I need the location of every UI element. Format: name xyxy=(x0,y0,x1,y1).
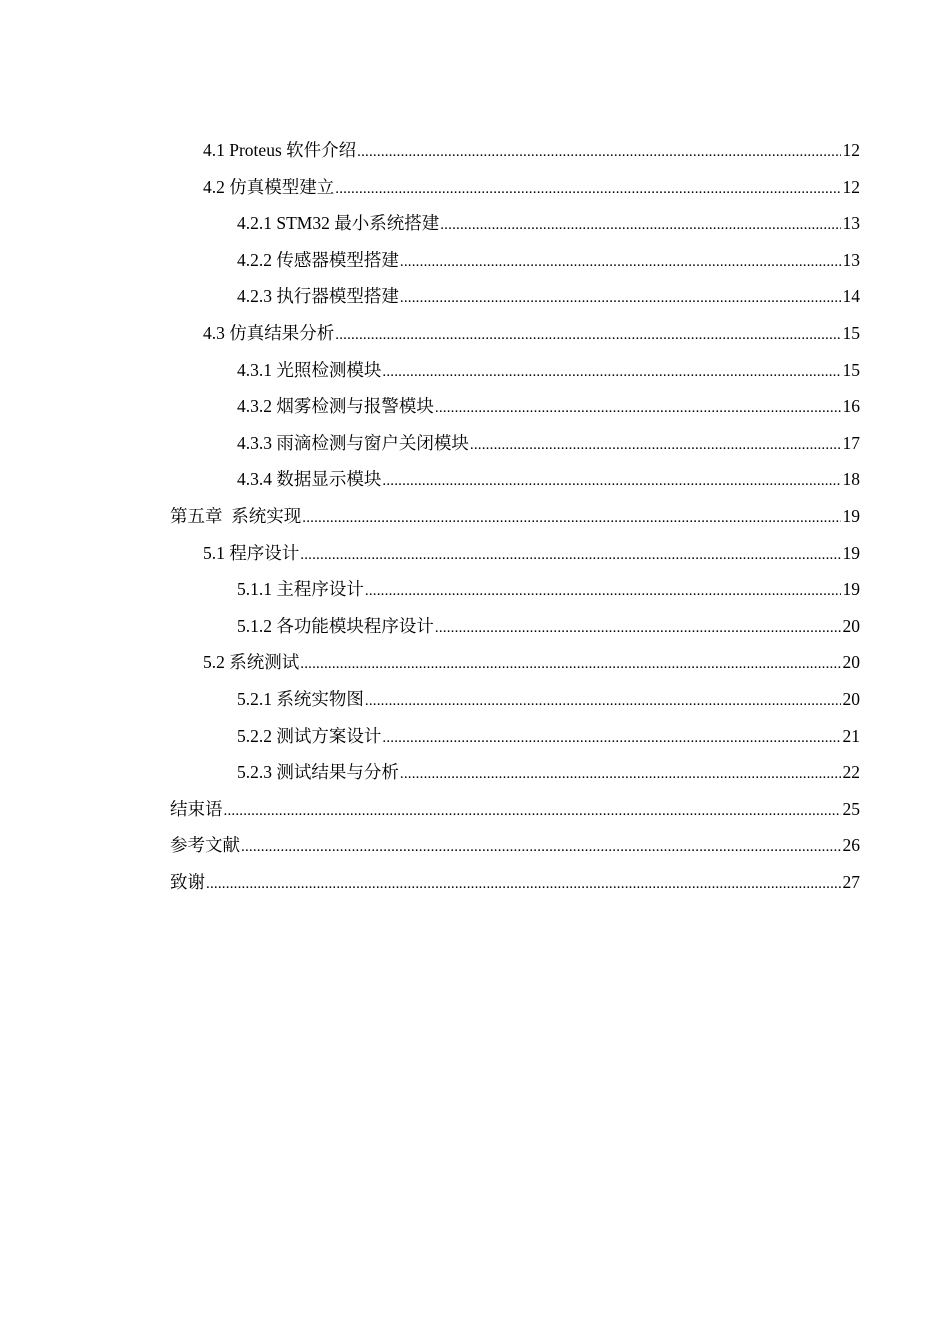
toc-entry[interactable] xyxy=(170,681,860,718)
toc-dot-leader xyxy=(241,829,841,866)
toc-dot-leader xyxy=(206,866,841,903)
toc-entry-title: 5.1.2 各功能模块程序设计 xyxy=(237,615,434,636)
toc-entry[interactable] xyxy=(170,754,860,791)
toc-dot-leader xyxy=(365,683,841,720)
toc-entry-title: 5.1.1 主程序设计 xyxy=(237,579,364,600)
toc-entry-title: 4.2 仿真模型建立 xyxy=(203,176,335,197)
toc-entry-title: 4.2.2 传感器模型搭建 xyxy=(237,249,399,270)
toc-page-number: 20 xyxy=(842,652,860,673)
toc-entry[interactable] xyxy=(170,169,860,206)
toc-entry[interactable] xyxy=(170,718,860,755)
toc-entry-title: 4.1 Proteus 软件介绍 xyxy=(203,140,357,160)
toc-page-number: 15 xyxy=(842,322,860,343)
toc-entry[interactable] xyxy=(170,278,860,315)
toc-dot-leader xyxy=(435,610,841,647)
toc-page-number: 14 xyxy=(842,286,860,307)
toc-entry[interactable] xyxy=(170,315,860,352)
toc-dot-leader xyxy=(335,171,841,208)
toc-dot-leader xyxy=(357,134,841,171)
toc-entry-title: 第五章 系统实现 xyxy=(170,505,302,526)
toc-entry[interactable] xyxy=(170,608,860,645)
toc-entry-title: 4.2.3 执行器模型搭建 xyxy=(237,286,399,307)
toc-entry-title: 4.3.1 光照检测模块 xyxy=(237,359,382,380)
toc-entry[interactable] xyxy=(170,461,860,498)
toc-dot-leader xyxy=(365,573,841,610)
toc-page-number: 20 xyxy=(842,615,860,636)
table-of-contents xyxy=(170,132,860,900)
toc-entry[interactable] xyxy=(170,535,860,572)
toc-page-number: 12 xyxy=(842,140,860,160)
toc-page-number: 19 xyxy=(842,505,860,526)
toc-page-number: 19 xyxy=(842,579,860,600)
toc-dot-leader xyxy=(435,390,841,427)
toc-entry[interactable] xyxy=(170,864,860,901)
toc-page-number: 22 xyxy=(842,762,860,783)
toc-page-number: 18 xyxy=(842,469,860,490)
toc-dot-leader xyxy=(300,646,841,683)
toc-entry-title: 4.3 仿真结果分析 xyxy=(203,322,335,343)
toc-page-number: 15 xyxy=(842,359,860,380)
toc-entry-title: 致谢 xyxy=(170,871,205,892)
toc-entry[interactable] xyxy=(170,388,860,425)
toc-dot-leader xyxy=(440,207,841,244)
toc-page-number: 20 xyxy=(842,688,860,709)
toc-entry-title: 5.2 系统测试 xyxy=(203,652,300,673)
toc-dot-leader xyxy=(470,427,841,464)
toc-entry[interactable] xyxy=(170,498,860,535)
toc-entry[interactable] xyxy=(170,827,860,864)
toc-dot-leader xyxy=(400,280,841,317)
toc-entry[interactable] xyxy=(170,352,860,389)
toc-entry-title: 4.2.1 STM32 最小系统搭建 xyxy=(237,213,440,234)
toc-entry[interactable] xyxy=(170,205,860,242)
toc-entry-title: 5.2.1 系统实物图 xyxy=(237,688,364,709)
toc-entry-title: 5.2.2 测试方案设计 xyxy=(237,725,382,746)
toc-page-number: 17 xyxy=(842,432,860,453)
toc-entry-title: 结束语 xyxy=(170,798,223,819)
toc-dot-leader xyxy=(382,354,841,391)
toc-page-number: 16 xyxy=(842,396,860,417)
toc-page-number: 21 xyxy=(842,725,860,746)
toc-entry-title: 5.1 程序设计 xyxy=(203,542,300,563)
toc-page-number: 12 xyxy=(842,176,860,197)
toc-entry-title: 5.2.3 测试结果与分析 xyxy=(237,762,399,783)
toc-page-number: 13 xyxy=(842,249,860,270)
toc-entry[interactable] xyxy=(170,571,860,608)
toc-entry-title: 4.3.3 雨滴检测与窗户关闭模块 xyxy=(237,432,469,453)
toc-page-number: 13 xyxy=(842,213,860,234)
toc-dot-leader xyxy=(302,500,841,537)
toc-entry[interactable] xyxy=(170,791,860,828)
toc-dot-leader xyxy=(335,317,841,354)
toc-dot-leader xyxy=(224,793,842,830)
toc-page-number: 19 xyxy=(842,542,860,563)
toc-entry[interactable] xyxy=(170,242,860,279)
toc-page-number: 26 xyxy=(842,835,860,856)
toc-dot-leader xyxy=(382,720,841,757)
toc-entry-title: 4.3.4 数据显示模块 xyxy=(237,469,382,490)
toc-entry[interactable] xyxy=(170,132,860,169)
toc-dot-leader xyxy=(400,244,841,281)
toc-page-number: 25 xyxy=(842,798,860,819)
toc-dot-leader xyxy=(400,756,841,793)
toc-page-number: 27 xyxy=(842,871,860,892)
toc-entry[interactable] xyxy=(170,644,860,681)
toc-entry[interactable] xyxy=(170,425,860,462)
toc-entry-title: 4.3.2 烟雾检测与报警模块 xyxy=(237,396,434,417)
toc-entry-title: 参考文献 xyxy=(170,835,240,856)
toc-dot-leader xyxy=(300,537,841,574)
toc-dot-leader xyxy=(382,463,841,500)
